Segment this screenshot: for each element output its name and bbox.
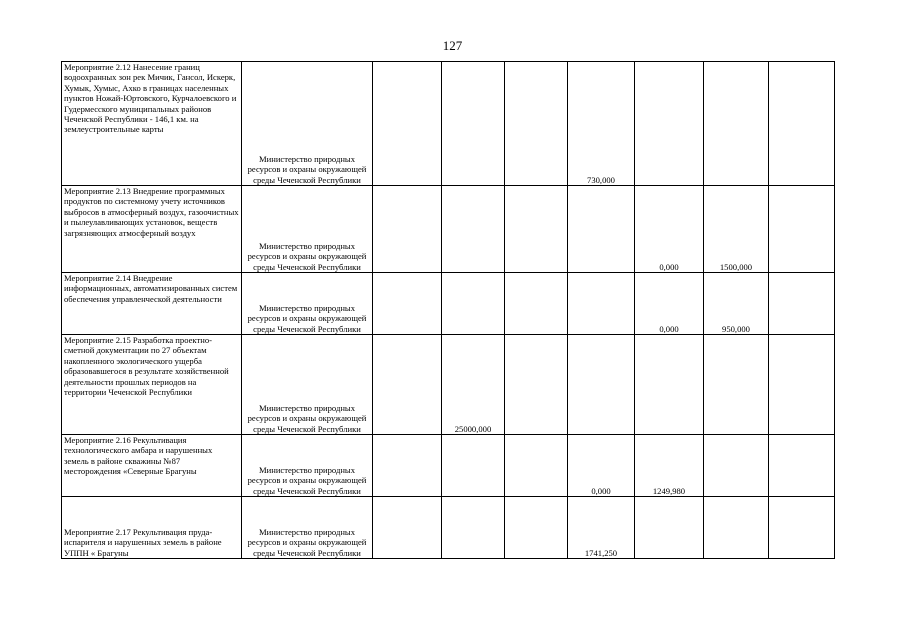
value-cell (373, 497, 442, 559)
table-row (62, 62, 835, 186)
value-cell (373, 62, 442, 186)
value-cell (704, 497, 769, 559)
value-cell: 0,000 (635, 273, 704, 335)
value-cell (704, 435, 769, 497)
value-cell: 0,000 (635, 186, 704, 273)
value-cell (442, 186, 505, 273)
measure-name: Мероприятие 2.12 Нанесение границ водоохранных зон рек Мичик, Гансол, Искерк, Хумык, Хумыс, Ахко в границах населенных пунктов Ножай-Юртовского, Курчалоевского и Гудермесского муниципальных районов Чеченской Республики - 146,1 км. на землеустроительные карты (62, 62, 242, 186)
value-cell (505, 335, 568, 435)
value-cell (704, 62, 769, 186)
value-cell (505, 497, 568, 559)
value-cell: 25000,000 (442, 335, 505, 435)
value-cell (769, 435, 835, 497)
table-row (62, 186, 835, 273)
value-cell (635, 335, 704, 435)
executor: Министерство природных ресурсов и охраны окружающей среды Чеченской Республики (242, 435, 373, 497)
measure-name: Мероприятие 2.17 Рекультивация пруда-испарителя и нарушенных земель в районе УППН « Брагуны (62, 497, 242, 559)
value-cell (373, 273, 442, 335)
value-cell (769, 186, 835, 273)
value-cell (568, 273, 635, 335)
value-cell (373, 335, 442, 435)
table-row (62, 497, 835, 559)
value-cell (769, 335, 835, 435)
table-row (62, 335, 835, 435)
value-cell: 1500,000 (704, 186, 769, 273)
measures-table (61, 61, 835, 559)
value-cell (769, 62, 835, 186)
measure-name: Мероприятие 2.16 Рекультивация технологического амбара и нарушенных земель в районе скважины №87 месторождения «Северные Брагуны (62, 435, 242, 497)
value-cell (442, 435, 505, 497)
executor: Министерство природных ресурсов и охраны окружающей среды Чеченской Республики (242, 335, 373, 435)
value-cell: 0,000 (568, 435, 635, 497)
value-cell (442, 62, 505, 186)
executor: Министерство природных ресурсов и охраны окружающей среды Чеченской Республики (242, 273, 373, 335)
value-cell (373, 435, 442, 497)
value-cell (505, 273, 568, 335)
executor: Министерство природных ресурсов и охраны окружающей среды Чеченской Республики (242, 186, 373, 273)
value-cell (442, 497, 505, 559)
value-cell: 1741,250 (568, 497, 635, 559)
table-row (62, 435, 835, 497)
measure-name: Мероприятие 2.15 Разработка проектно-сметной документации по 27 объектам накопленного экологического ущерба образовавшегося в результате хозяйственной деятельности прошлых периодов на территории Чеченской Республики (62, 335, 242, 435)
value-cell (505, 186, 568, 273)
executor: Министерство природных ресурсов и охраны окружающей среды Чеченской Республики (242, 497, 373, 559)
value-cell (635, 62, 704, 186)
executor: Министерство природных ресурсов и охраны окружающей среды Чеченской Республики (242, 62, 373, 186)
value-cell (442, 273, 505, 335)
value-cell (769, 497, 835, 559)
value-cell (635, 497, 704, 559)
page-number: 127 (442, 38, 463, 53)
value-cell: 950,000 (704, 273, 769, 335)
table-row (62, 273, 835, 335)
value-cell (568, 335, 635, 435)
value-cell (568, 186, 635, 273)
value-cell (505, 435, 568, 497)
value-cell (505, 62, 568, 186)
measure-name: Мероприятие 2.14 Внедрение информационных, автоматизированных систем обеспечения управленческой деятельности (62, 273, 242, 335)
measure-name: Мероприятие 2.13 Внедрение программных продуктов по системному учету источников выбросов в атмосферный воздух, газоочистных и пылеулавливающих установок, веществ загрязняющих атмосферный воздух (62, 186, 242, 273)
value-cell (704, 335, 769, 435)
value-cell: 730,000 (568, 62, 635, 186)
value-cell: 1249,980 (635, 435, 704, 497)
value-cell (769, 273, 835, 335)
value-cell (373, 186, 442, 273)
